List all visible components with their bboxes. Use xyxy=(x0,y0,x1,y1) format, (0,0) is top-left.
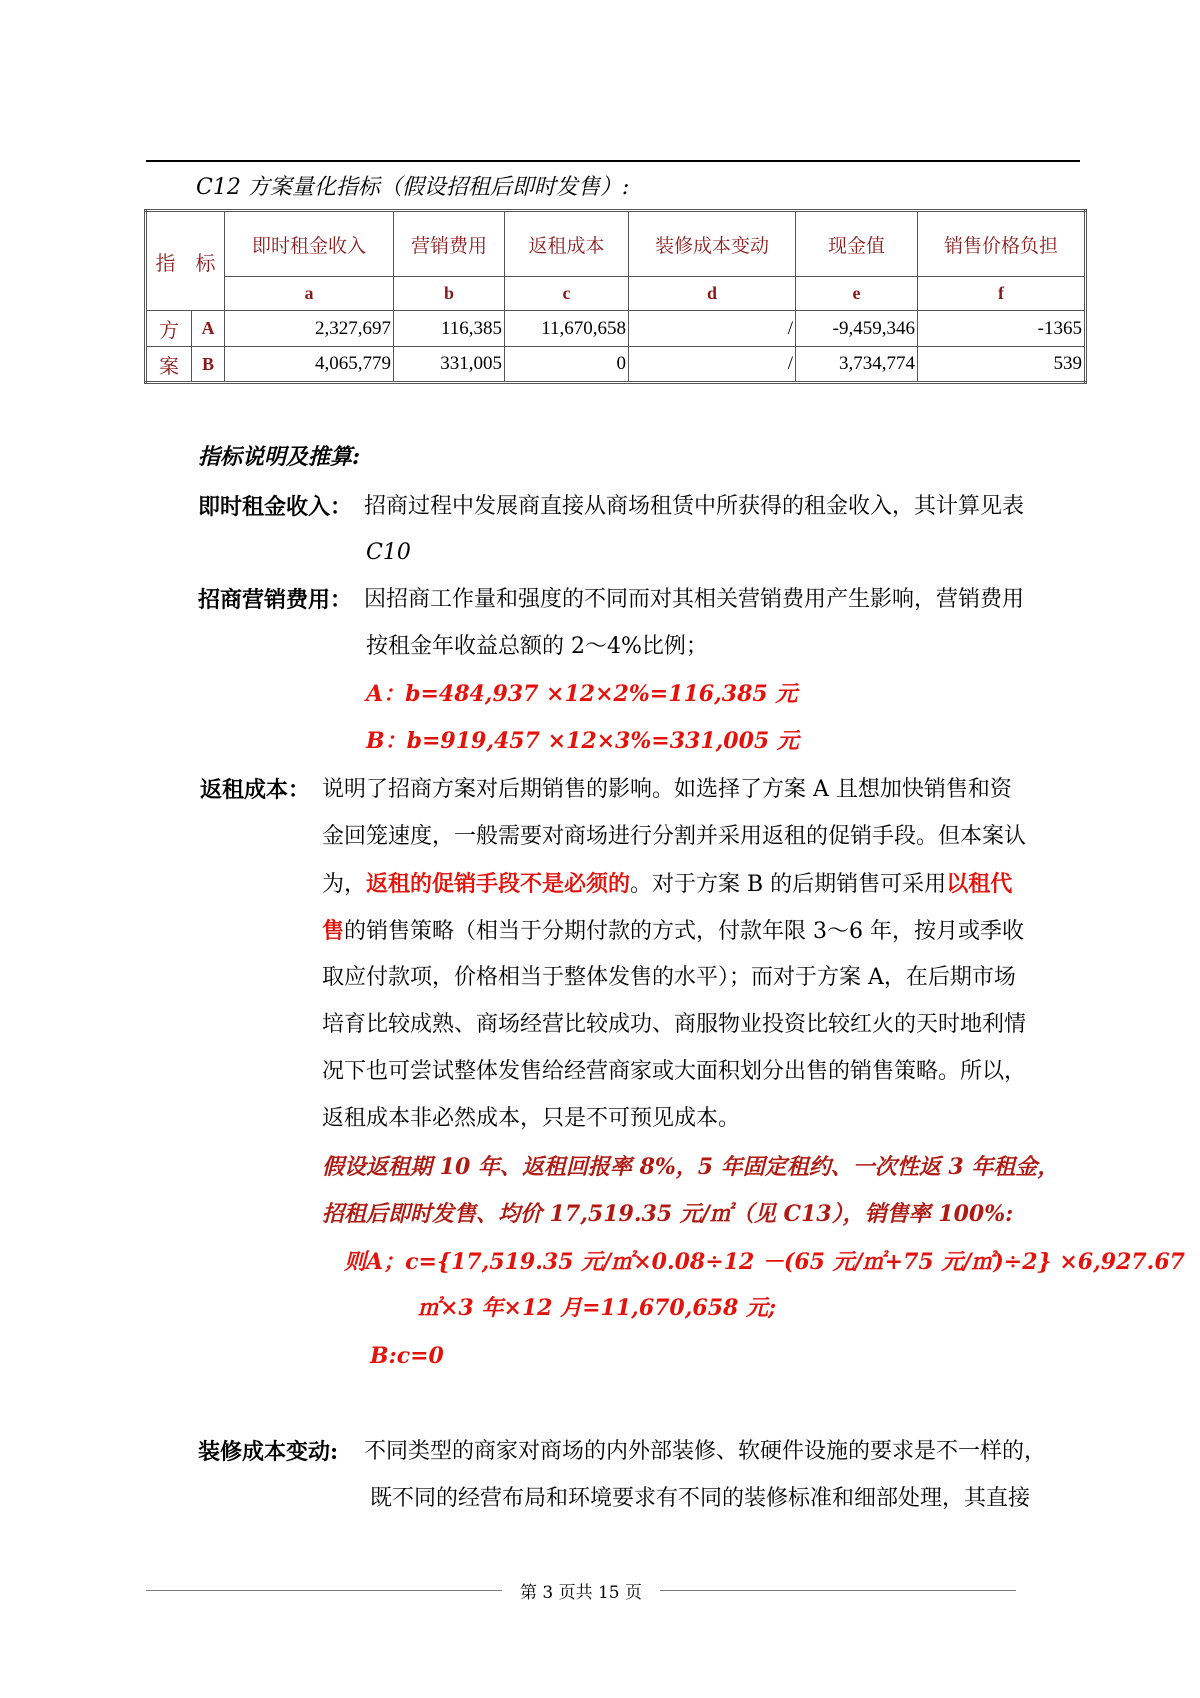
cell: / xyxy=(629,347,796,383)
corner-header: 指 标 xyxy=(146,211,225,311)
page-footer xyxy=(146,1578,1016,1603)
group-label: 案 xyxy=(146,347,192,383)
calc-a-2: ㎡×3 年×12 月=11,670,658 元; xyxy=(418,1295,777,1321)
formula-a: A：b=484,937 ×12×2%=116,385 元 xyxy=(366,681,798,707)
calc-a-1: 则A；c={17,519.35 元/㎡×0.08÷12 －(65 元/㎡+75 元/㎡)÷2} ×6,927.67 xyxy=(344,1249,1185,1275)
footer-rule-left xyxy=(146,1590,502,1591)
assumption-1: 假设返租期 10 年、返租回报率 8%，5 年固定租约、一次性返 3 年租金， xyxy=(322,1154,1060,1180)
highlight-sale: 售 xyxy=(322,918,345,944)
header-decoration-change: 装修成本变动 xyxy=(629,211,796,277)
formula-b: B：b=919,457 ×12×3%=331,005 元 xyxy=(366,728,799,754)
footer-rule-right xyxy=(660,1590,1016,1591)
highlight-rent-for-sale: 以租代 xyxy=(946,871,1013,897)
calc-b: B:c=0 xyxy=(370,1343,444,1369)
table-row xyxy=(146,347,1086,383)
text-span: 。对于方案 B 的后期销售可采用 xyxy=(630,872,947,897)
table-row xyxy=(146,311,1086,347)
plan-label: A xyxy=(192,311,225,347)
letter-b: b xyxy=(394,277,505,311)
cell: / xyxy=(629,311,796,347)
plan-label: B xyxy=(192,347,225,383)
leaseback-text-6: 培育比较成熟、商场经营比较成功、商服物业投资比较红火的天时地利情 xyxy=(322,1012,1027,1037)
marketing-cost-text-2: 按租金年收益总额的 2～4%比例； xyxy=(366,634,708,659)
cell: 11,670,658 xyxy=(505,311,629,347)
cell: -1365 xyxy=(918,311,1086,347)
leaseback-text-8: 返租成本非必然成本，只是不可预见成本。 xyxy=(322,1106,741,1131)
cell: 0 xyxy=(505,347,629,383)
leaseback-text-3 xyxy=(322,868,1012,901)
term-decoration-change: 装修成本变动: xyxy=(198,1439,339,1465)
decoration-text-1: 不同类型的商家对商场的内外部装修、软硬件设施的要求是不一样的， xyxy=(364,1439,1047,1464)
term-rent-income: 即时租金收入： xyxy=(198,494,353,520)
assumption-2: 招租后即时发售、均价 17,519.35 元/㎡（见 C13），销售率 100%: xyxy=(322,1201,1014,1227)
section-title: 指标说明及推算: xyxy=(198,444,361,470)
rent-income-text: 招商过程中发展商直接从商场租赁中所获得的租金收入，其计算见表 xyxy=(364,494,1025,519)
cell: 4,065,779 xyxy=(225,347,394,383)
header-cash-value: 现金值 xyxy=(796,211,918,277)
decoration-text-2: 既不同的经营布局和环境要求有不同的装修标准和细部处理，其直接 xyxy=(370,1486,1031,1511)
page-number: 第 3 页共 15 页 xyxy=(519,1583,643,1603)
cell: 539 xyxy=(918,347,1086,383)
cell: -9,459,346 xyxy=(796,311,918,347)
highlight-not-required: 返租的促销手段不是必须的 xyxy=(366,871,631,897)
cell: 116,385 xyxy=(394,311,505,347)
cell: 331,005 xyxy=(394,347,505,383)
group-label: 方 xyxy=(146,311,192,347)
leaseback-text-1: 说明了招商方案对后期销售的影响。如选择了方案 A 且想加快销售和资 xyxy=(322,777,1012,802)
marketing-cost-text: 因招商工作量和强度的不同而对其相关营销费用产生影响，营销费用 xyxy=(364,587,1025,612)
leaseback-text-7: 况下也可尝试整体发售给经营商家或大面积划分出售的销售策略。所以， xyxy=(322,1059,1027,1084)
table-caption: C12 方案量化指标（假设招租后即时发售）: xyxy=(196,175,630,200)
letter-a: a xyxy=(225,277,394,311)
header-price-burden: 销售价格负担 xyxy=(918,211,1086,277)
letter-c: c xyxy=(505,277,629,311)
header-rule xyxy=(146,160,1080,162)
rent-income-ref: C10 xyxy=(366,540,411,565)
term-leaseback-cost: 返租成本： xyxy=(200,777,311,803)
header-leaseback-cost: 返租成本 xyxy=(505,211,629,277)
leaseback-text-2: 金回笼速度，一般需要对商场进行分割并采用返租的促销手段。但本案认 xyxy=(322,824,1027,849)
cell: 2,327,697 xyxy=(225,311,394,347)
header-rent-income: 即时租金收入 xyxy=(225,211,394,277)
letter-f: f xyxy=(918,277,1086,311)
leaseback-text-5: 取应付款项，价格相当于整体发售的水平）；而对于方案 A，在后期市场 xyxy=(322,965,1016,990)
cell: 3,734,774 xyxy=(796,347,918,383)
text-span: 的销售策略（相当于分期付款的方式，付款年限 3～6 年，按月或季收 xyxy=(344,919,1024,944)
header-marketing-cost: 营销费用 xyxy=(394,211,505,277)
letter-e: e xyxy=(796,277,918,311)
letter-d: d xyxy=(629,277,796,311)
text-span: 为， xyxy=(322,872,367,897)
quant-indicator-table xyxy=(144,209,1087,384)
leaseback-text-4 xyxy=(322,915,1024,948)
term-marketing-cost: 招商营销费用： xyxy=(198,587,353,613)
